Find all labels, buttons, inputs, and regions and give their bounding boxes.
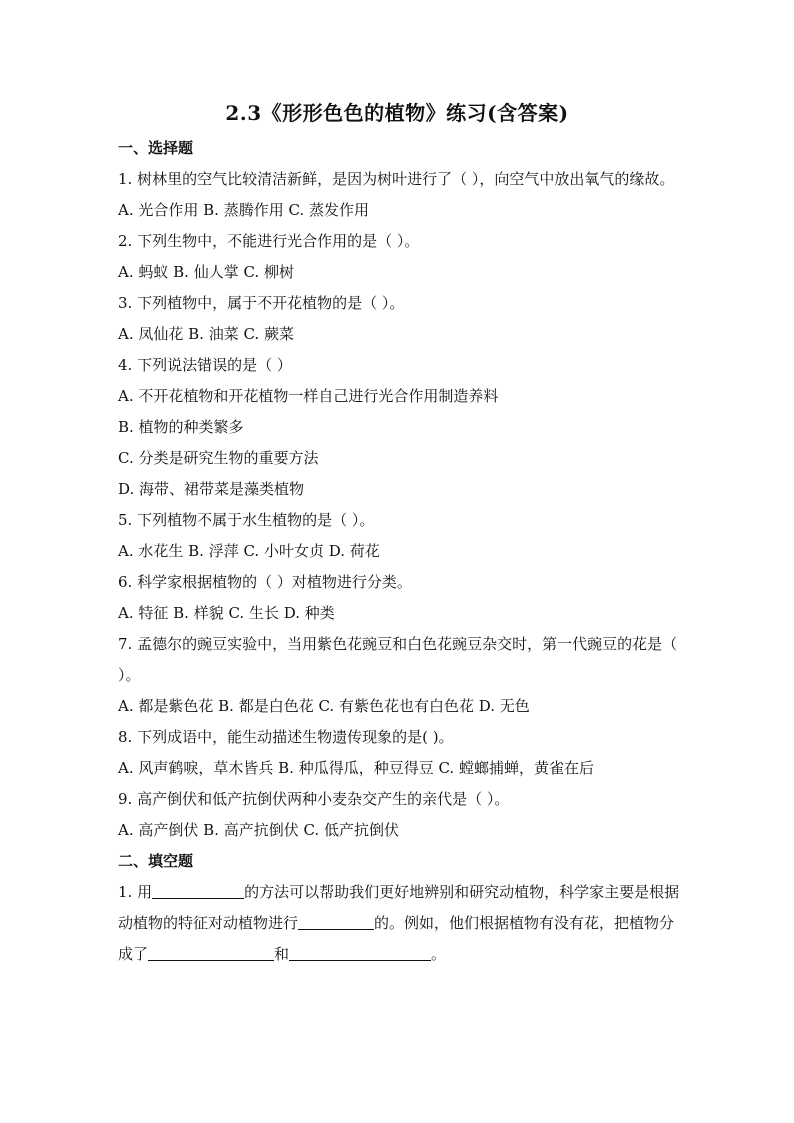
section-heading-choice: 一、选择题 [118, 139, 194, 157]
question-2-stem: 2. 下列生物中，不能进行光合作用的是（ ）。 [118, 232, 420, 250]
question-5-stem: 5. 下列植物不属于水生植物的是（ ）。 [118, 511, 375, 529]
question-9-stem: 9. 高产倒伏和低产抗倒伏两种小麦杂交产生的亲代是（ ）。 [118, 790, 510, 808]
question-9-options: A. 高产倒伏 B. 高产抗倒伏 C. 低产抗倒伏 [118, 821, 399, 839]
question-6-options: A. 特征 B. 样貌 C. 生长 D. 种类 [118, 604, 335, 622]
fill-question-1 [118, 877, 682, 970]
question-7-options: A. 都是紫色花 B. 都是白色花 C. 有紫色花也有白色花 D. 无色 [118, 697, 530, 715]
question-8-stem: 8. 下列成语中，能生动描述生物遗传现象的是( )。 [118, 728, 454, 746]
question-4-option-a: A. 不开花植物和开花植物一样自己进行光合作用制造养料 [118, 387, 499, 405]
page-title: 2.3《形形色色的植物》练习(含答案) [225, 101, 569, 125]
question-4-option-d: D. 海带、裙带菜是藻类植物 [118, 480, 305, 498]
answer-blank-3[interactable] [148, 942, 274, 961]
question-4-stem: 4. 下列说法错误的是（ ） [118, 356, 292, 374]
answer-blank-4[interactable] [289, 942, 431, 961]
document-content [118, 133, 682, 970]
fill-question-1-part-2: 的方法可以帮助我们更好地辨别和研究动植物，科学家主要是根据动植物的特征对动植物进行 [118, 883, 680, 932]
question-3-options: A. 凤仙花 B. 油菜 C. 蕨菜 [118, 325, 294, 343]
fill-question-1-part-3: 的。例如，他们根据植物有没有花，把植物分成了 [118, 914, 675, 963]
question-5-options: A. 水花生 B. 浮萍 C. 小叶女贞 D. 荷花 [118, 542, 380, 560]
answer-blank-2[interactable] [298, 911, 374, 930]
question-6-stem: 6. 科学家根据植物的（ ）对植物进行分类。 [118, 573, 412, 591]
answer-blank-1[interactable] [152, 880, 244, 899]
question-3-stem: 3. 下列植物中，属于不开花植物的是（ ）。 [118, 294, 405, 312]
question-2-options: A. 蚂蚁 B. 仙人掌 C. 柳树 [118, 263, 294, 281]
question-4-option-c: C. 分类是研究生物的重要方法 [118, 449, 319, 467]
fill-question-1-part-5: 。 [431, 945, 447, 963]
fill-question-1-part-4: 和 [274, 945, 290, 963]
question-4-option-b: B. 植物的种类繁多 [118, 418, 244, 436]
fill-question-1-part-1: 1. 用 [118, 883, 153, 901]
question-8-options: A. 风声鹤唳，草木皆兵 B. 种瓜得瓜，种豆得豆 C. 螳螂捕蝉，黄雀在后 [118, 759, 594, 777]
question-7-stem: 7. 孟德尔的豌豆实验中，当用紫色花豌豆和白色花豌豆杂交时，第一代豌豆的花是（ ）。 [118, 635, 678, 684]
question-1-stem: 1. 树林里的空气比较清洁新鲜，是因为树叶进行了（ ），向空气中放出氧气的缘故。 [118, 170, 675, 188]
question-1-options: A. 光合作用 B. 蒸腾作用 C. 蒸发作用 [118, 201, 369, 219]
section-heading-fill: 二、填空题 [118, 852, 194, 870]
